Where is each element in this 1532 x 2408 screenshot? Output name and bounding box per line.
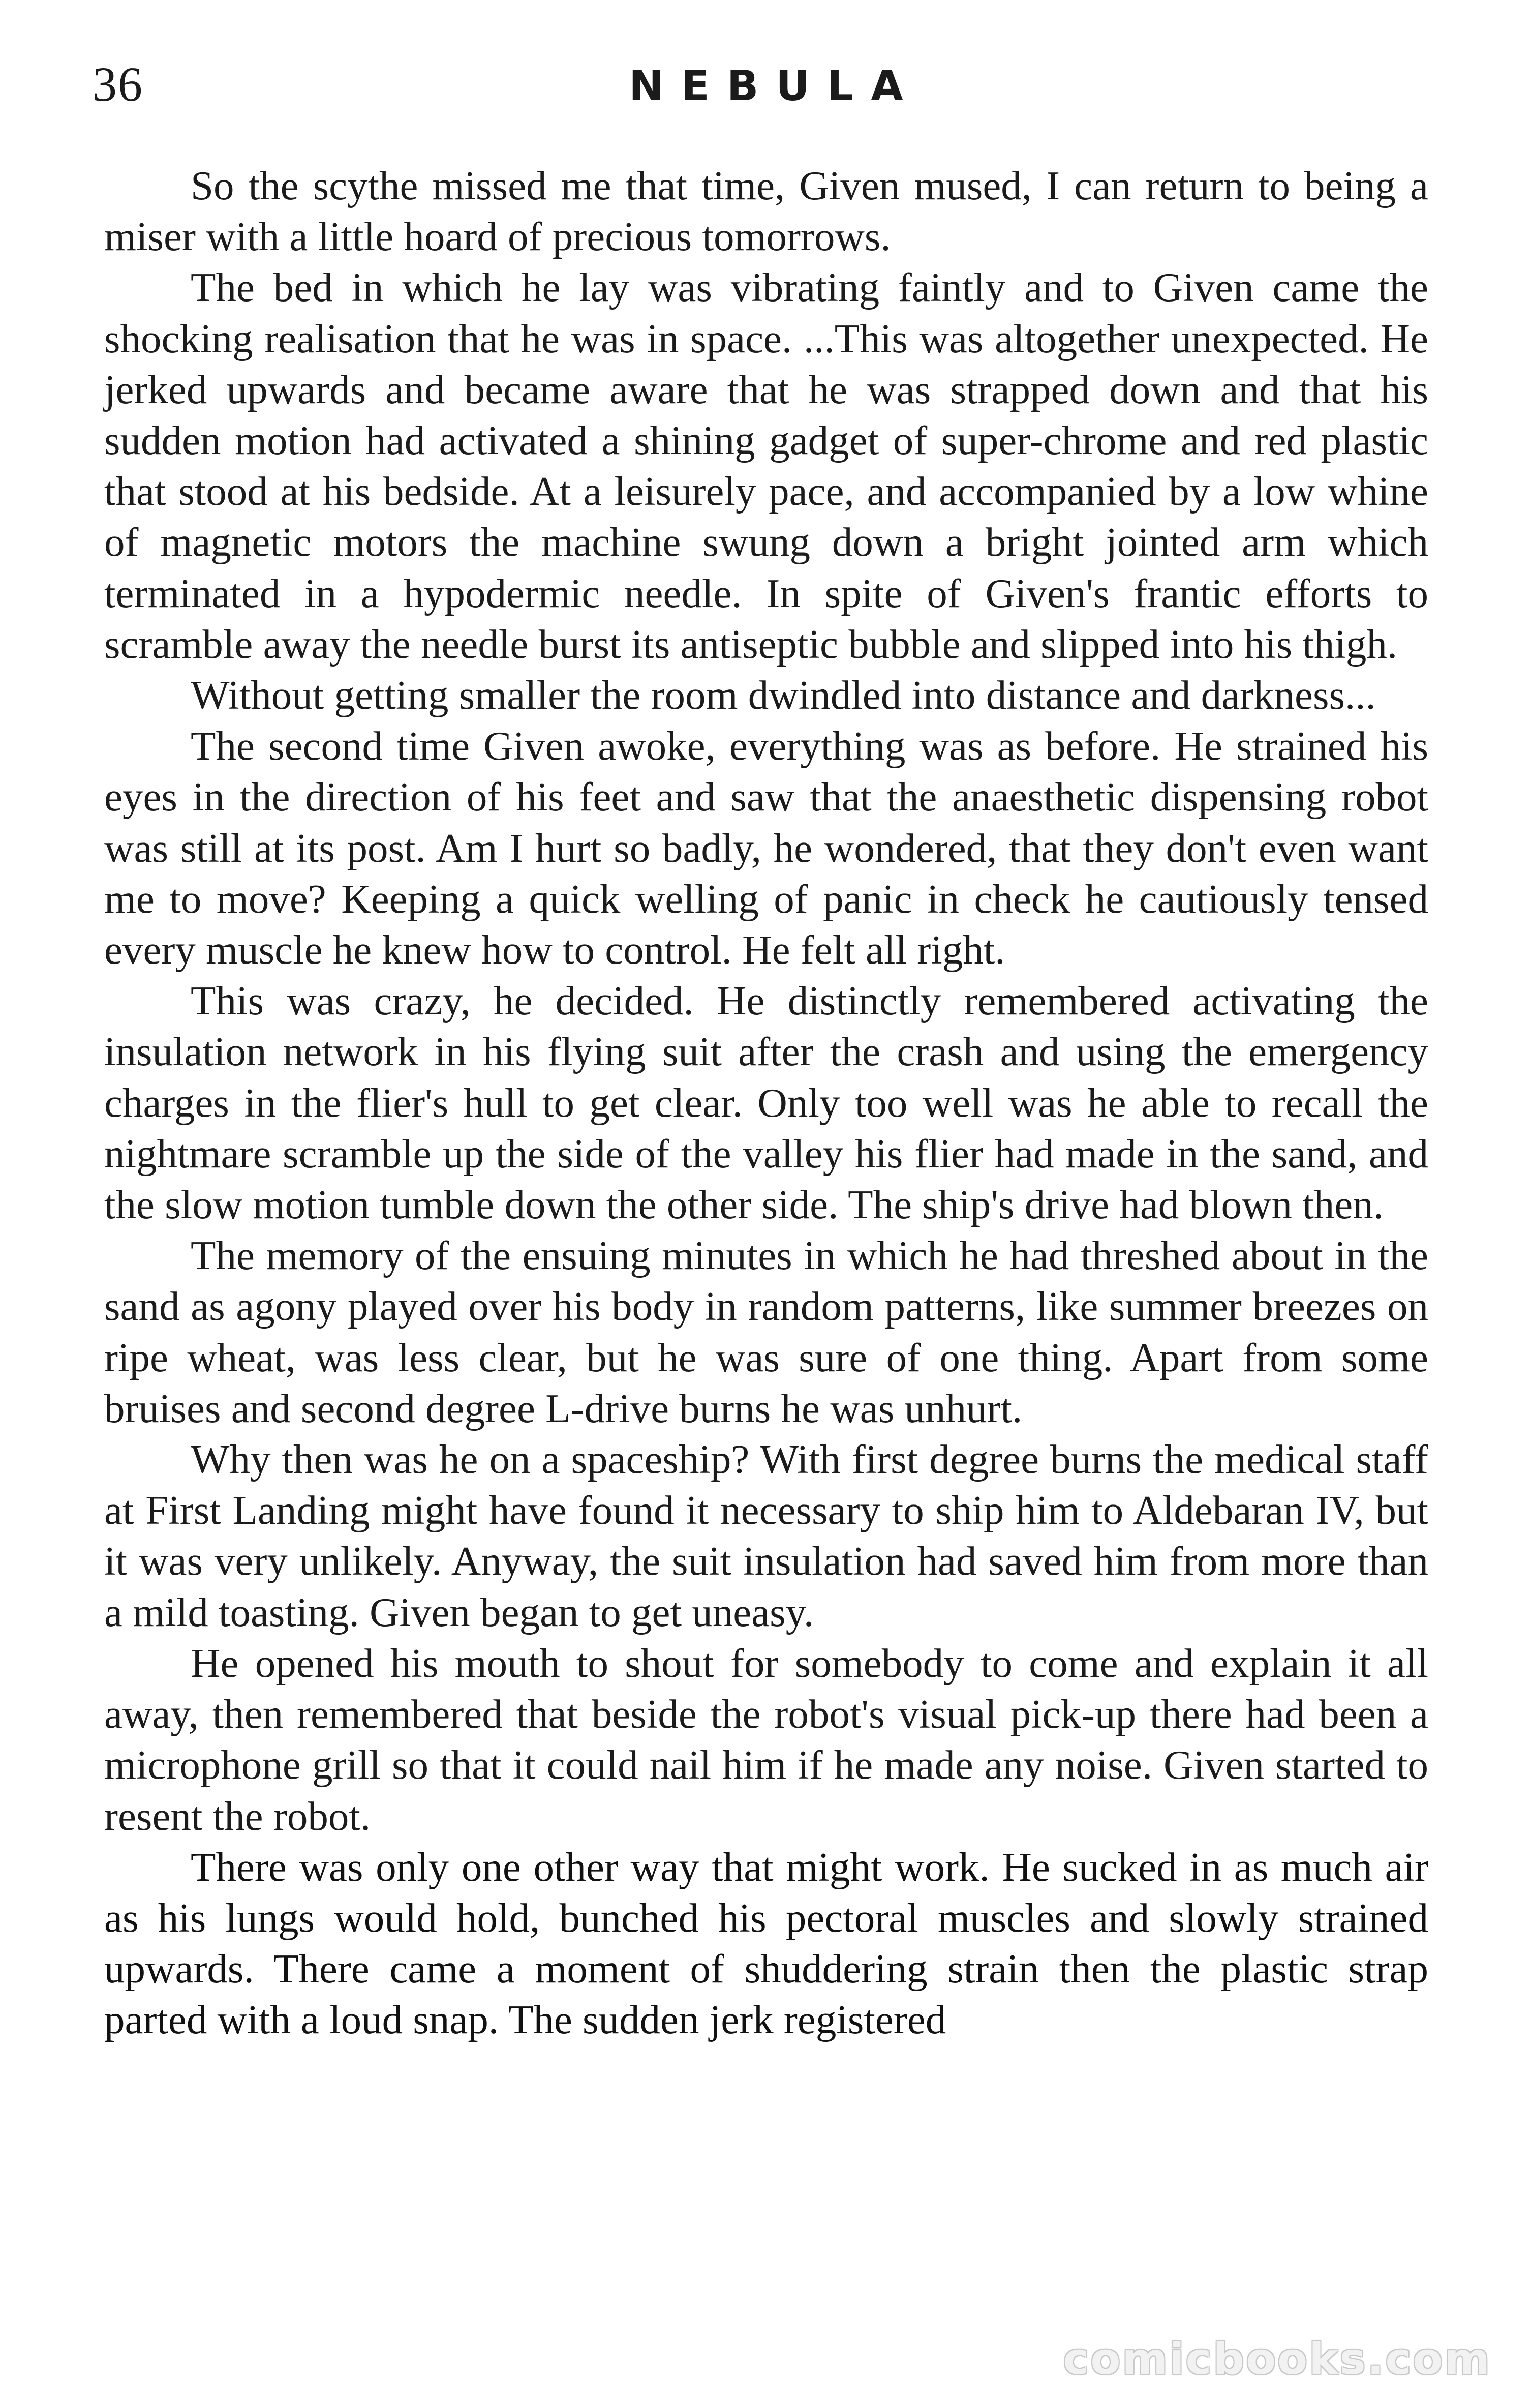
paragraph: There was only one other way that might work. He sucked in as much air as his lungs would hold, bunched his pectoral muscles and slowly strained upwards. There came a moment of shuddering strain then the plastic strap parted with a loud snap. The sudden jerk registered xyxy=(104,1844,1428,2043)
running-head-title: NEBULA xyxy=(629,62,921,110)
body-text xyxy=(104,160,1428,2045)
paragraph: The second time Given awoke, everything was as before. He strained his eyes in the direction of his feet and saw that the anaesthetic dispensing robot was still at its post. Am I hurt so badly, he wondered, that they don't even want me to move? Keeping a quick welling of panic in check he cautiously tensed every muscle he knew how to control. He felt all right. xyxy=(104,723,1428,973)
paragraph: The memory of the ensuing minutes in which he had threshed about in the sand as agony played over his body in random patterns, like summer breezes on ripe wheat, was less clear, but he was sure of one thing. Apart from some bruises and second degree L-drive burns he was unhurt. xyxy=(104,1232,1428,1431)
paragraph: This was crazy, he decided. He distinctly remembered activating the insulation network in his flying suit after the crash and using the emergency charges in the flier's hull to get clear. Only too well was he able to recall the nightmare scramble up the side of the valley his flier had made in the sand, and the slow motion tumble down the other side. The ship's drive had blown then. xyxy=(104,978,1428,1228)
paragraph: Without getting smaller the room dwindled into distance and darkness... xyxy=(191,672,1376,718)
paragraph: The bed in which he lay was vibrating faintly and to Given came the shocking realisation that he was in space. ...This was altogether unexpected. He jerked upwards and became aware that he was strapped down and that his sudden motion had activated a shining gadget of super-chrome and red plastic that stood at his bedside. At a leisurely pace, and accompanied by a low whine of magnetic motors the machine swung down a bright jointed arm which terminated in a hypodermic needle. In spite of Given's frantic efforts to scramble away the needle burst its antiseptic bubble and slipped into his thigh. xyxy=(104,264,1428,667)
paragraph: He opened his mouth to shout for somebody to come and explain it all away, then remembered that beside the robot's visual pick-up there had been a microphone grill so that it could nail him if he made any noise. Given started to resent the robot. xyxy=(104,1640,1428,1839)
paragraph: So the scythe missed me that time, Given mused, I can return to being a miser with a little hoard of precious tomorrows. xyxy=(104,163,1428,260)
paragraph: Why then was he on a spaceship? With first degree burns the medical staff at First Landing might have found it necessary to ship him to Aldebaran IV, but it was very unlikely. Anyway, the suit insulation had saved him from more than a mild toasting. Given began to get uneasy. xyxy=(104,1436,1428,1635)
page-number: 36 xyxy=(93,57,143,111)
watermark: comicbooks.com xyxy=(1063,2334,1491,2385)
